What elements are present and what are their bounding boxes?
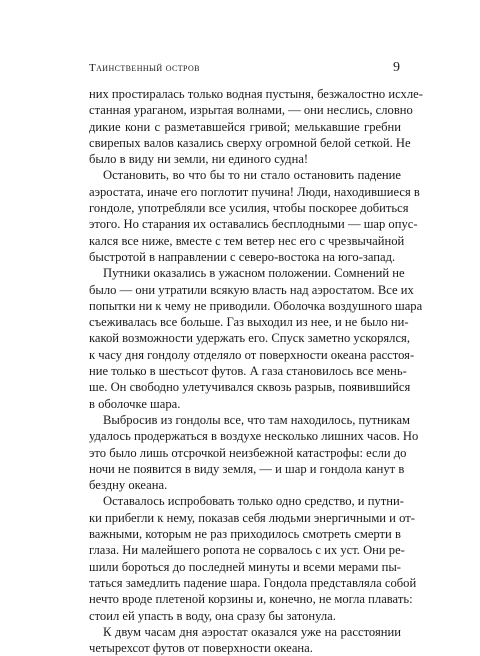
- text-line: это было лишь отсрочкой неизбежной катастрофы: если до: [89, 445, 407, 460]
- text-line: к часу дня гондолу отделяло от поверхности океана расстоя-: [89, 347, 415, 362]
- text-line: таться замедлить падение шара. Гондола представляла собой: [89, 575, 417, 590]
- running-title: Таинственный остров: [89, 62, 200, 74]
- text-line: ше. Он свободно улетучивался сквозь разрыв, появившийся: [89, 380, 411, 395]
- text-line: кался все ниже, вместе с тем ветер нес его с чрезвычайной: [89, 233, 405, 248]
- text-line: этого. Но старания их оставались бесплодными — шар опус-: [89, 217, 418, 232]
- text-line: Оставалось испробовать только одно средство, и путни-: [103, 494, 404, 509]
- text-line: нечто вроде плетеной корзины и, конечно, не могла плавать:: [89, 592, 413, 607]
- paragraph: [89, 624, 401, 656]
- text-line: станная ураганом, изрытая волнами, — они неслись, словно: [89, 103, 413, 118]
- text-line: бездну океана.: [89, 478, 168, 493]
- text-line: попытки ни к чему не приводили. Оболочка воздушного шара: [89, 298, 423, 313]
- text-line: какой возможности удержать его. Спуск заметно ускорялся,: [89, 331, 410, 346]
- text-line: было в виду ни земли, ни единого судна!: [89, 152, 309, 167]
- text-line: Путники оказались в ужасном положении. Сомнений не: [103, 266, 405, 281]
- page-number: 9: [393, 60, 400, 75]
- text-line: стоил ей упасть в воду, она сразу бы затонула.: [89, 608, 336, 623]
- text-line: гондоле, употребляли все усилия, чтобы поскорее добиться: [89, 201, 409, 216]
- text-line: ки прибегли к нему, показав себя людьми энергичными и от-: [89, 510, 415, 525]
- text-line: удалось продержаться в воздухе несколько лишних часов. Но: [89, 429, 419, 444]
- text-line: ночи не появится в виду земля, — и шар и гондола канут в: [89, 461, 405, 476]
- paragraph: [89, 493, 417, 623]
- text-line: глаза. Ни малейшего ропота не сорвалось с их уст. Они ре-: [89, 543, 405, 558]
- text-line: важными, которым не раз приходилось смотреть смерти в: [89, 527, 401, 542]
- text-line: Выбросив из гондолы все, что там находилось, путникам: [103, 412, 411, 427]
- text-line: них простиралась только водная пустыня, безжалостно исхле-: [89, 87, 423, 101]
- text-line: К двум часам дня аэростат оказался уже на расстоянии: [103, 624, 401, 639]
- text-line: шили бороться до последней минуты и всеми мерами пы-: [89, 559, 401, 574]
- text-line: было — они утратили всякую власть над аэростатом. Все их: [89, 282, 414, 297]
- text-line: аэростата, иначе его поглотит пучина! Люди, находившиеся в: [89, 184, 420, 199]
- text-line: свирепых валов казались сверху огромной белой сеткой. Не: [89, 135, 411, 150]
- page-header: [89, 62, 400, 80]
- paragraph: [89, 265, 423, 412]
- paragraph: [89, 86, 423, 167]
- body-text: [89, 86, 423, 656]
- text-line: быстротой в направлении с северо-востока на юго-запад.: [89, 249, 396, 264]
- text-line: ние только в шестьсот футов. А газа становилось все мень-: [89, 364, 407, 379]
- text-line: Остановить, во что бы то ни стало остановить падение: [103, 168, 401, 183]
- paragraph: [89, 412, 419, 493]
- text-line: четырехсот футов от поверхности океана.: [89, 641, 313, 656]
- text-line: дикие кони с разметавшейся гривой; мелькавшие гребни: [89, 119, 401, 134]
- text-line: в оболочке шара.: [89, 396, 181, 411]
- paragraph: [89, 167, 420, 265]
- text-line: съеживалась все больше. Газ выходил из нее, и не было ни-: [89, 315, 409, 330]
